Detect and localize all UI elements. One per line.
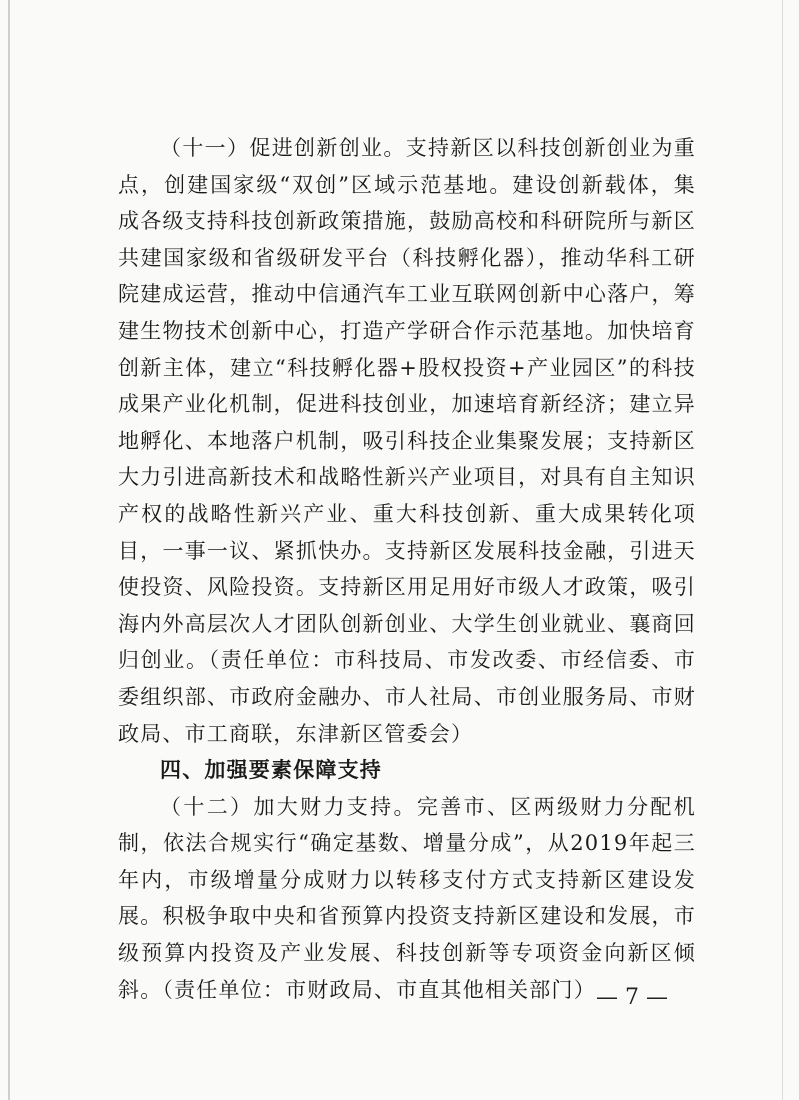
paragraph-11: （十一）促进创新创业。支持新区以科技创新创业为重点，创建国家级“双创”区域示范基地。建设创新载体，集成各级支持科技创新政策措施，鼓励高校和科研院所与新区共建国家级和省级研发平台（科技孵化器），推动华科工研院建成运营，推动中信通汽车工业互联网创新中心落户，筹建生物技术创新中心，打造产学研合作示范基地。加快培育创新主体，建立“科技孵化器+股权投资+产业园区”的科技成果产业化机制，促进科技创业，加速培育新经济；建立异地孵化、本地落户机制，吸引科技企业集聚发展；支持新区大力引进高新技术和战略性新兴产业项目，对具有自主知识产权的战略性新兴产业、重大科技创新、重大成果转化项目，一事一议、紧抓快办。支持新区发展科技金融，引进天使投资、风险投资。支持新区用足用好市级人才政策，吸引海内外高层次人才团队创新创业、大学生创业就业、襄商回归创业。（责任单位：市科技局、市发改委、市经信委、市委组织部、市政府金融办、市人社局、市创业服务局、市财政局、市工商联，东津新区管委会） <box>118 136 696 746</box>
section-heading-4: 四、加强要素保障支持 <box>160 758 382 783</box>
page-left-edge <box>8 0 10 1100</box>
page-right-edge <box>782 0 783 1100</box>
paragraph-12: （十二）加大财力支持。完善市、区两级财力分配机制，依法合规实行“确定基数、增量分成”，从2019年起三年内，市级增量分成财力以转移支付方式支持新区建设发展。积极争取中央和省预算内投资支持新区建设和发展，市级预算内投资及产业发展、科技创新等专项资金向新区倾斜。（责任单位：市财政局、市直其他相关部门） <box>118 794 696 1002</box>
document-body <box>118 130 696 1008</box>
page-number: — 7 — <box>596 985 668 1010</box>
